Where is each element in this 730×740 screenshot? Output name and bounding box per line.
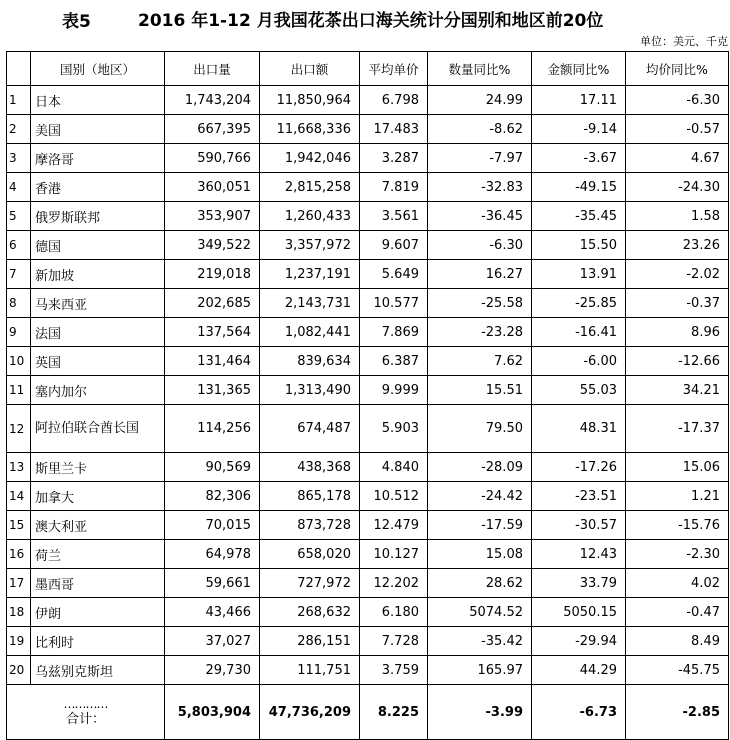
amount-yoy: -9.14	[532, 115, 626, 144]
export-quantity: 219,018	[165, 260, 260, 289]
amount-yoy: 17.11	[532, 86, 626, 115]
price-yoy: -2.02	[626, 260, 729, 289]
row-index: 17	[7, 569, 31, 598]
country-name: 俄罗斯联邦	[31, 202, 165, 231]
unit-price: 3.759	[360, 656, 428, 685]
unit-price: 5.649	[360, 260, 428, 289]
unit-price: 10.512	[360, 482, 428, 511]
row-index: 16	[7, 540, 31, 569]
export-amount: 11,850,964	[260, 86, 360, 115]
table-row	[7, 260, 729, 289]
country-name: 法国	[31, 318, 165, 347]
export-quantity: 131,464	[165, 347, 260, 376]
export-quantity: 590,766	[165, 144, 260, 173]
unit-price: 6.180	[360, 598, 428, 627]
table-row	[7, 115, 729, 144]
export-quantity: 82,306	[165, 482, 260, 511]
row-index: 10	[7, 347, 31, 376]
quantity-yoy: -32.83	[428, 173, 532, 202]
unit-price: 4.840	[360, 453, 428, 482]
country-name: 伊朗	[31, 598, 165, 627]
export-quantity: 114,256	[165, 405, 260, 453]
export-amount: 286,151	[260, 627, 360, 656]
row-index: 1	[7, 86, 31, 115]
country-name: 荷兰	[31, 540, 165, 569]
export-quantity: 353,907	[165, 202, 260, 231]
row-index: 7	[7, 260, 31, 289]
export-amount: 873,728	[260, 511, 360, 540]
row-index: 2	[7, 115, 31, 144]
unit-price: 9.999	[360, 376, 428, 405]
country-name: 阿拉伯联合酋长国	[31, 405, 165, 453]
row-index: 19	[7, 627, 31, 656]
export-quantity: 360,051	[165, 173, 260, 202]
amount-yoy: 55.03	[532, 376, 626, 405]
price-yoy: -24.30	[626, 173, 729, 202]
amount-yoy: 12.43	[532, 540, 626, 569]
export-quantity: 137,564	[165, 318, 260, 347]
export-amount: 3,357,972	[260, 231, 360, 260]
export-quantity: 349,522	[165, 231, 260, 260]
unit-price: 7.819	[360, 173, 428, 202]
total-label-cell	[7, 685, 165, 740]
quantity-yoy: 15.08	[428, 540, 532, 569]
quantity-yoy: 15.51	[428, 376, 532, 405]
quantity-yoy: -24.42	[428, 482, 532, 511]
export-amount: 2,143,731	[260, 289, 360, 318]
row-index: 14	[7, 482, 31, 511]
price-yoy: -0.57	[626, 115, 729, 144]
export-amount: 1,082,441	[260, 318, 360, 347]
unit-price: 5.903	[360, 405, 428, 453]
unit-price: 6.387	[360, 347, 428, 376]
quantity-yoy: -6.30	[428, 231, 532, 260]
price-yoy: 15.06	[626, 453, 729, 482]
total-dots: …………	[63, 697, 108, 711]
amount-yoy: 33.79	[532, 569, 626, 598]
price-yoy: 4.02	[626, 569, 729, 598]
export-amount: 1,313,490	[260, 376, 360, 405]
country-name: 加拿大	[31, 482, 165, 511]
export-amount: 111,751	[260, 656, 360, 685]
unit-price: 10.577	[360, 289, 428, 318]
price-yoy: 1.58	[626, 202, 729, 231]
quantity-yoy: -28.09	[428, 453, 532, 482]
export-amount: 1,237,191	[260, 260, 360, 289]
total-row	[7, 685, 729, 740]
price-yoy: -0.47	[626, 598, 729, 627]
country-name: 塞内加尔	[31, 376, 165, 405]
header-quantity-yoy: 数量同比%	[428, 52, 532, 86]
country-name: 比利时	[31, 627, 165, 656]
quantity-yoy: -23.28	[428, 318, 532, 347]
export-amount: 865,178	[260, 482, 360, 511]
row-index: 20	[7, 656, 31, 685]
country-name: 墨西哥	[31, 569, 165, 598]
unit-price: 3.287	[360, 144, 428, 173]
amount-yoy: 5050.15	[532, 598, 626, 627]
row-index: 4	[7, 173, 31, 202]
table-row	[7, 598, 729, 627]
table-row	[7, 405, 729, 453]
export-quantity: 131,365	[165, 376, 260, 405]
unit-price: 17.483	[360, 115, 428, 144]
table-row	[7, 202, 729, 231]
quantity-yoy: 7.62	[428, 347, 532, 376]
quantity-yoy: 16.27	[428, 260, 532, 289]
amount-yoy: -3.67	[532, 144, 626, 173]
header-index	[7, 52, 31, 86]
export-table	[6, 51, 729, 740]
unit-price: 12.479	[360, 511, 428, 540]
quantity-yoy: -36.45	[428, 202, 532, 231]
amount-yoy: 13.91	[532, 260, 626, 289]
table-row	[7, 569, 729, 598]
quantity-yoy: 5074.52	[428, 598, 532, 627]
amount-yoy: -17.26	[532, 453, 626, 482]
country-name: 斯里兰卡	[31, 453, 165, 482]
amount-yoy: -29.94	[532, 627, 626, 656]
price-yoy: -12.66	[626, 347, 729, 376]
country-name: 新加坡	[31, 260, 165, 289]
quantity-yoy: -17.59	[428, 511, 532, 540]
unit-price: 10.127	[360, 540, 428, 569]
price-yoy: -45.75	[626, 656, 729, 685]
amount-yoy: -25.85	[532, 289, 626, 318]
quantity-yoy: -7.97	[428, 144, 532, 173]
unit-price: 9.607	[360, 231, 428, 260]
header-unit-price: 平均单价	[360, 52, 428, 86]
export-amount: 2,815,258	[260, 173, 360, 202]
title-row	[0, 0, 730, 30]
export-quantity: 59,661	[165, 569, 260, 598]
export-amount: 674,487	[260, 405, 360, 453]
table-row	[7, 376, 729, 405]
row-index: 18	[7, 598, 31, 627]
country-name: 德国	[31, 231, 165, 260]
price-yoy: -15.76	[626, 511, 729, 540]
total-unit-price: 8.225	[360, 685, 428, 740]
row-index: 13	[7, 453, 31, 482]
table-row	[7, 627, 729, 656]
row-index: 6	[7, 231, 31, 260]
export-quantity: 29,730	[165, 656, 260, 685]
export-quantity: 667,395	[165, 115, 260, 144]
country-name: 乌兹别克斯坦	[31, 656, 165, 685]
row-index: 3	[7, 144, 31, 173]
page-title: 2016 年1-12 月我国花茶出口海关统计分国别和地区前20位	[138, 11, 604, 31]
quantity-yoy: 24.99	[428, 86, 532, 115]
export-quantity: 37,027	[165, 627, 260, 656]
price-yoy: 23.26	[626, 231, 729, 260]
total-quantity: 5,803,904	[165, 685, 260, 740]
total-quantity-yoy: -3.99	[428, 685, 532, 740]
table-row	[7, 144, 729, 173]
country-name: 马来西亚	[31, 289, 165, 318]
export-quantity: 70,015	[165, 511, 260, 540]
quantity-yoy: -25.58	[428, 289, 532, 318]
export-amount: 727,972	[260, 569, 360, 598]
amount-yoy: -49.15	[532, 173, 626, 202]
amount-yoy: -30.57	[532, 511, 626, 540]
price-yoy: -17.37	[626, 405, 729, 453]
export-amount: 11,668,336	[260, 115, 360, 144]
table-row	[7, 656, 729, 685]
table-row	[7, 173, 729, 202]
quantity-yoy: 165.97	[428, 656, 532, 685]
amount-yoy: 44.29	[532, 656, 626, 685]
unit-price: 7.869	[360, 318, 428, 347]
price-yoy: 1.21	[626, 482, 729, 511]
total-label: 合计：	[65, 712, 105, 727]
table-row	[7, 231, 729, 260]
row-index: 12	[7, 405, 31, 453]
export-amount: 1,260,433	[260, 202, 360, 231]
export-quantity: 202,685	[165, 289, 260, 318]
row-index: 8	[7, 289, 31, 318]
amount-yoy: -16.41	[532, 318, 626, 347]
header-row	[7, 52, 729, 86]
table-body	[7, 86, 729, 685]
header-price-yoy: 均价同比%	[626, 52, 729, 86]
row-index: 15	[7, 511, 31, 540]
header-quantity: 出口量	[165, 52, 260, 86]
unit-price: 6.798	[360, 86, 428, 115]
price-yoy: 8.49	[626, 627, 729, 656]
unit-price: 12.202	[360, 569, 428, 598]
export-quantity: 1,743,204	[165, 86, 260, 115]
country-name: 摩洛哥	[31, 144, 165, 173]
table-row	[7, 482, 729, 511]
export-amount: 658,020	[260, 540, 360, 569]
country-name: 美国	[31, 115, 165, 144]
table-label: 表5	[62, 12, 91, 32]
quantity-yoy: 79.50	[428, 405, 532, 453]
amount-yoy: -35.45	[532, 202, 626, 231]
row-index: 5	[7, 202, 31, 231]
country-name: 英国	[31, 347, 165, 376]
export-quantity: 43,466	[165, 598, 260, 627]
export-quantity: 64,978	[165, 540, 260, 569]
quantity-yoy: -8.62	[428, 115, 532, 144]
row-index: 9	[7, 318, 31, 347]
unit-note: 单位：美元、千克	[640, 35, 728, 48]
country-name: 澳大利亚	[31, 511, 165, 540]
price-yoy: 8.96	[626, 318, 729, 347]
export-amount: 839,634	[260, 347, 360, 376]
export-amount: 268,632	[260, 598, 360, 627]
price-yoy: -0.37	[626, 289, 729, 318]
amount-yoy: 48.31	[532, 405, 626, 453]
price-yoy: 4.67	[626, 144, 729, 173]
table-row	[7, 511, 729, 540]
price-yoy: -2.30	[626, 540, 729, 569]
export-amount: 438,368	[260, 453, 360, 482]
row-index: 11	[7, 376, 31, 405]
price-yoy: -6.30	[626, 86, 729, 115]
quantity-yoy: -35.42	[428, 627, 532, 656]
unit-price: 3.561	[360, 202, 428, 231]
table-row	[7, 540, 729, 569]
total-amount: 47,736,209	[260, 685, 360, 740]
export-quantity: 90,569	[165, 453, 260, 482]
header-amount-yoy: 金额同比%	[532, 52, 626, 86]
table-row	[7, 453, 729, 482]
header-amount: 出口额	[260, 52, 360, 86]
export-amount: 1,942,046	[260, 144, 360, 173]
amount-yoy: 15.50	[532, 231, 626, 260]
country-name: 香港	[31, 173, 165, 202]
country-name: 日本	[31, 86, 165, 115]
table-row	[7, 86, 729, 115]
total-price-yoy: -2.85	[626, 685, 729, 740]
unit-price: 7.728	[360, 627, 428, 656]
amount-yoy: -23.51	[532, 482, 626, 511]
table-row	[7, 289, 729, 318]
table-row	[7, 318, 729, 347]
amount-yoy: -6.00	[532, 347, 626, 376]
total-amount-yoy: -6.73	[532, 685, 626, 740]
table-row	[7, 347, 729, 376]
header-country: 国别（地区）	[31, 52, 165, 86]
quantity-yoy: 28.62	[428, 569, 532, 598]
price-yoy: 34.21	[626, 376, 729, 405]
